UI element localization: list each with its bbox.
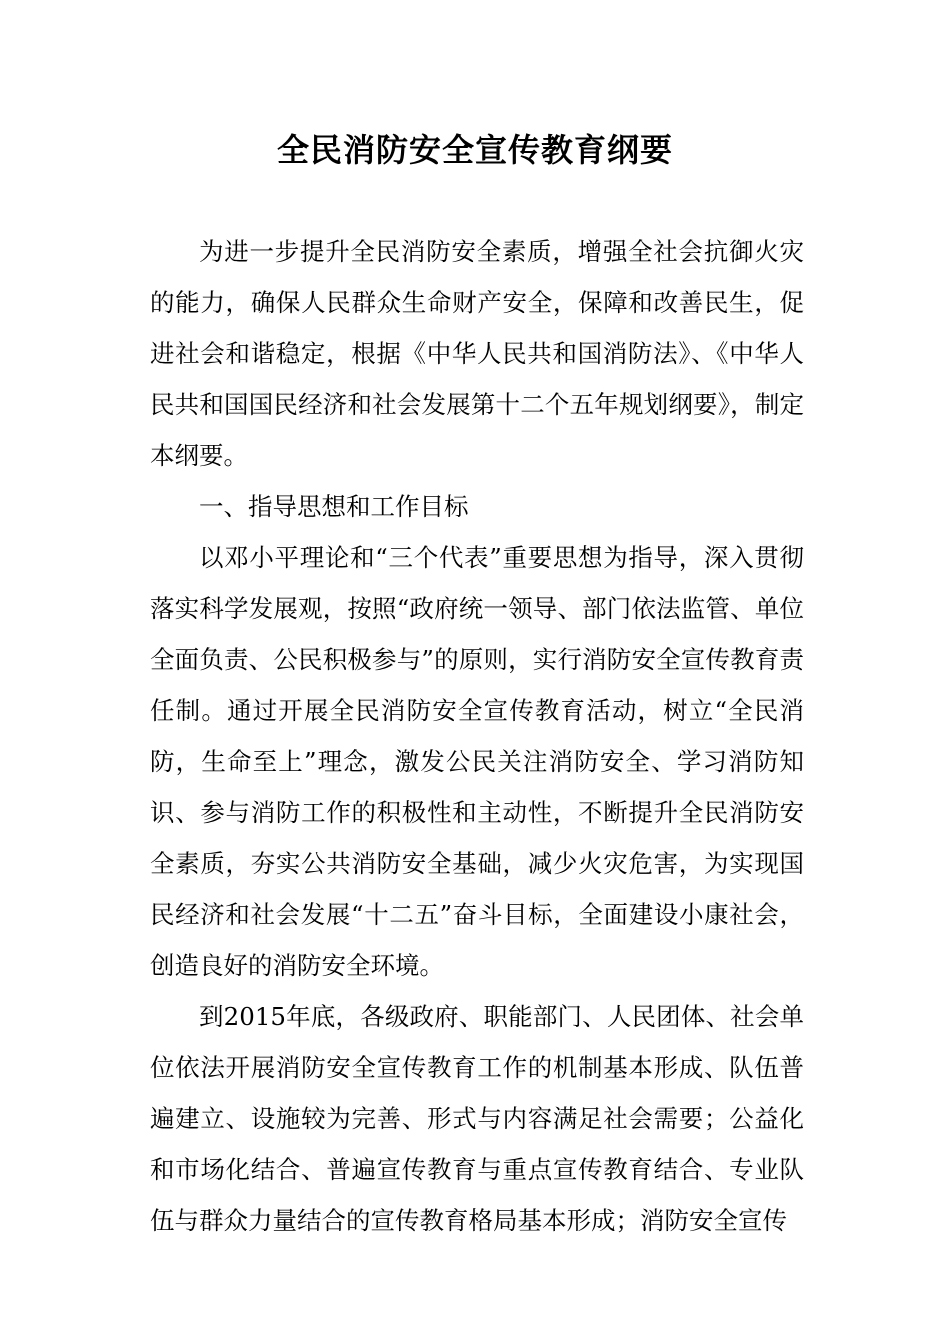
intro-paragraph: 为进一步提升全民消防安全素质，增强全社会抗御火灾的能力，确保人民群众生命财产安全，保障和改善民生，促进社会和谐稳定，根据《中华人民共和国消防法》、《中华人民共和国国民经济和社会发展第十二个五年规划纲要》，制定本纲要。 — [150, 237, 804, 470]
document-body — [150, 226, 804, 1246]
section-heading: 一、指导思想和工作目标 — [199, 492, 469, 521]
guiding-principle-paragraph: 以邓小平理论和“三个代表”重要思想为指导，深入贯彻落实科学发展观，按照“政府统一领导、部门依法监管、单位全面负责、公民积极参与”的原则，实行消防安全宣传教育责任制。通过开展全民消防安全宣传教育活动，树立“全民消防，生命至上”理念，激发公民关注消防安全、学习消防知识、参与消防工作的积极性和主动性，不断提升全民消防安全素质，夯实公共消防安全基础，减少火灾危害，为实现国民经济和社会发展“十二五”奋斗目标，全面建设小康社会，创造良好的消防安全环境。 — [150, 543, 804, 980]
goal-2015-paragraph: 到2015年底，各级政府、职能部门、人民团体、社会单位依法开展消防安全宣传教育工作的机制基本形成、队伍普遍建立、设施较为完善、形式与内容满足社会需要；公益化和市场化结合、普遍宣传教育与重点宣传教育结合、专业队伍与群众力量结合的宣传教育格局基本形成；消防安全宣传 — [150, 1002, 804, 1235]
document-title: 全民消防安全宣传教育纲要 — [276, 131, 673, 169]
